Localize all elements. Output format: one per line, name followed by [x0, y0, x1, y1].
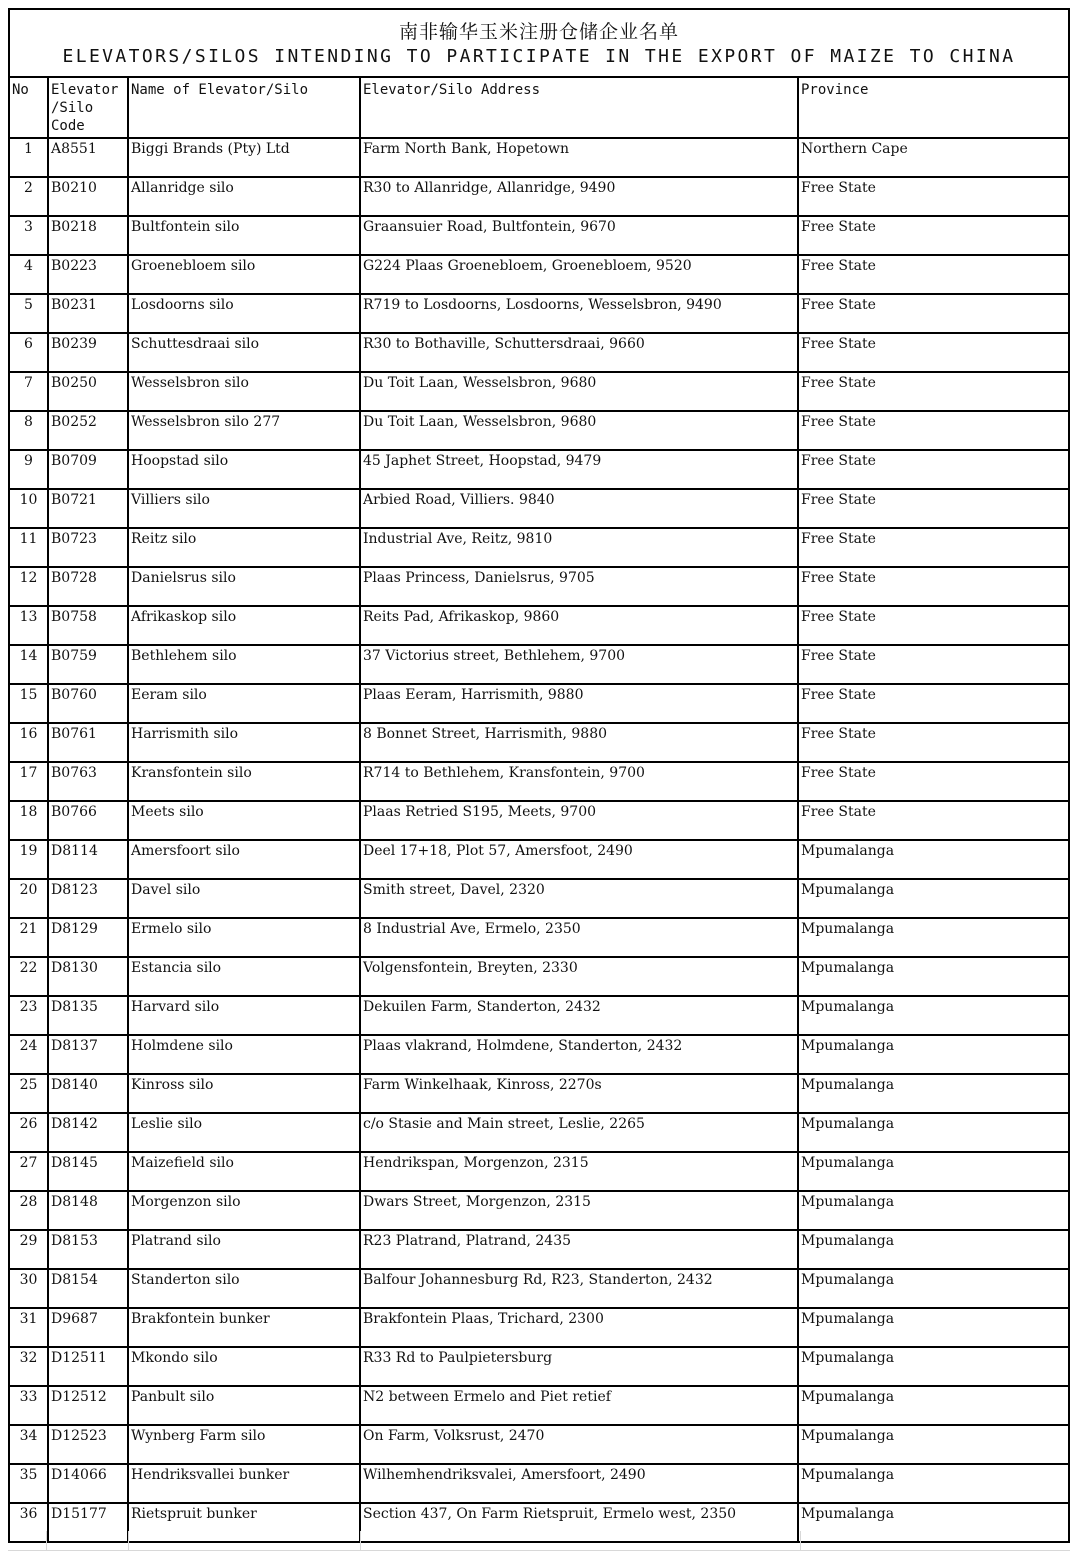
- cell-province: Free State: [798, 489, 1068, 528]
- table-row: [10, 1425, 1068, 1464]
- cell-address: R714 to Bethlehem, Kransfontein, 9700: [360, 762, 798, 801]
- cell-no: 24: [10, 1035, 48, 1074]
- header-code: Elevator /Silo Code: [48, 78, 128, 138]
- cell-code: D8135: [48, 996, 128, 1035]
- cell-code: B0758: [48, 606, 128, 645]
- header-address: Elevator/Silo Address: [360, 78, 798, 138]
- cell-address: Industrial Ave, Reitz, 9810: [360, 528, 798, 567]
- cell-no: 3: [10, 216, 48, 255]
- cell-province: Mpumalanga: [798, 1035, 1068, 1074]
- table-row: [10, 450, 1068, 489]
- cell-name: Wesselsbron silo 277: [128, 411, 360, 450]
- cell-name: Allanridge silo: [128, 177, 360, 216]
- table-row: [10, 255, 1068, 294]
- cell-name: Panbult silo: [128, 1386, 360, 1425]
- cell-name: Kransfontein silo: [128, 762, 360, 801]
- cell-code: B0239: [48, 333, 128, 372]
- cell-province: Mpumalanga: [798, 1503, 1068, 1542]
- table-row: [10, 762, 1068, 801]
- cell-no: 8: [10, 411, 48, 450]
- cell-name: Eeram silo: [128, 684, 360, 723]
- cell-name: Ermelo silo: [128, 918, 360, 957]
- cell-no: 21: [10, 918, 48, 957]
- spreadsheet-gridline: [8, 1531, 1070, 1551]
- cell-name: Platrand silo: [128, 1230, 360, 1269]
- cell-no: 17: [10, 762, 48, 801]
- cell-address: R30 to Bothaville, Schuttersdraai, 9660: [360, 333, 798, 372]
- cell-province: Free State: [798, 294, 1068, 333]
- table-row: [10, 1269, 1068, 1308]
- cell-address: Volgensfontein, Breyten, 2330: [360, 957, 798, 996]
- cell-province: Mpumalanga: [798, 1191, 1068, 1230]
- header-province: Province: [798, 78, 1068, 138]
- cell-name: Reitz silo: [128, 528, 360, 567]
- cell-no: 1: [10, 138, 48, 177]
- cell-code: D15177: [48, 1503, 128, 1542]
- table-row: [10, 879, 1068, 918]
- title-english: ELEVATORS/SILOS INTENDING TO PARTICIPATE IN THE EXPORT OF MAIZE TO CHINA: [62, 46, 1016, 67]
- cell-province: Mpumalanga: [798, 1308, 1068, 1347]
- cell-address: G224 Plaas Groenebloem, Groenebloem, 9520: [360, 255, 798, 294]
- cell-code: D8130: [48, 957, 128, 996]
- cell-no: 25: [10, 1074, 48, 1113]
- cell-code: D8137: [48, 1035, 128, 1074]
- table-row: [10, 1230, 1068, 1269]
- cell-address: Dekuilen Farm, Standerton, 2432: [360, 996, 798, 1035]
- cell-code: B0709: [48, 450, 128, 489]
- cell-address: Arbied Road, Villiers. 9840: [360, 489, 798, 528]
- cell-province: Mpumalanga: [798, 1269, 1068, 1308]
- cell-no: 35: [10, 1464, 48, 1503]
- cell-no: 36: [10, 1503, 48, 1542]
- cell-address: 8 Bonnet Street, Harrismith, 9880: [360, 723, 798, 762]
- cell-address: Du Toit Laan, Wesselsbron, 9680: [360, 411, 798, 450]
- cell-address: R719 to Losdoorns, Losdoorns, Wesselsbron, 9490: [360, 294, 798, 333]
- cell-address: Plaas Retried S195, Meets, 9700: [360, 801, 798, 840]
- cell-province: Free State: [798, 216, 1068, 255]
- cell-province: Northern Cape: [798, 138, 1068, 177]
- cell-name: Villiers silo: [128, 489, 360, 528]
- table-body: [10, 138, 1068, 1542]
- cell-code: D8114: [48, 840, 128, 879]
- cell-address: Plaas Princess, Danielsrus, 9705: [360, 567, 798, 606]
- cell-name: Schuttesdraai silo: [128, 333, 360, 372]
- cell-code: B0250: [48, 372, 128, 411]
- cell-address: Wilhemhendriksvalei, Amersfoort, 2490: [360, 1464, 798, 1503]
- cell-no: 5: [10, 294, 48, 333]
- cell-no: 23: [10, 996, 48, 1035]
- cell-code: B0210: [48, 177, 128, 216]
- cell-code: B0759: [48, 645, 128, 684]
- cell-province: Free State: [798, 801, 1068, 840]
- cell-address: Farm Winkelhaak, Kinross, 2270s: [360, 1074, 798, 1113]
- cell-name: Kinross silo: [128, 1074, 360, 1113]
- cell-province: Mpumalanga: [798, 996, 1068, 1035]
- table-row: [10, 138, 1068, 177]
- table-row: [10, 489, 1068, 528]
- cell-province: Mpumalanga: [798, 1152, 1068, 1191]
- cell-name: Wesselsbron silo: [128, 372, 360, 411]
- cell-address: Deel 17+18, Plot 57, Amersfoot, 2490: [360, 840, 798, 879]
- cell-name: Standerton silo: [128, 1269, 360, 1308]
- table-row: [10, 333, 1068, 372]
- cell-address: Hendrikspan, Morgenzon, 2315: [360, 1152, 798, 1191]
- cell-name: Harrismith silo: [128, 723, 360, 762]
- cell-province: Free State: [798, 684, 1068, 723]
- cell-name: Morgenzon silo: [128, 1191, 360, 1230]
- cell-code: D8129: [48, 918, 128, 957]
- cell-code: D8140: [48, 1074, 128, 1113]
- cell-code: D8148: [48, 1191, 128, 1230]
- cell-address: R23 Platrand, Platrand, 2435: [360, 1230, 798, 1269]
- cell-province: Free State: [798, 762, 1068, 801]
- cell-no: 29: [10, 1230, 48, 1269]
- cell-code: B0252: [48, 411, 128, 450]
- cell-name: Groenebloem silo: [128, 255, 360, 294]
- cell-name: Hendriksvallei bunker: [128, 1464, 360, 1503]
- table-row: [10, 801, 1068, 840]
- cell-address: R33 Rd to Paulpietersburg: [360, 1347, 798, 1386]
- cell-address: 37 Victorius street, Bethlehem, 9700: [360, 645, 798, 684]
- cell-code: D12523: [48, 1425, 128, 1464]
- cell-province: Mpumalanga: [798, 957, 1068, 996]
- cell-code: D14066: [48, 1464, 128, 1503]
- cell-province: Free State: [798, 255, 1068, 294]
- table-row: [10, 840, 1068, 879]
- cell-code: D8145: [48, 1152, 128, 1191]
- cell-province: Mpumalanga: [798, 1074, 1068, 1113]
- cell-province: Free State: [798, 645, 1068, 684]
- cell-code: B0223: [48, 255, 128, 294]
- cell-no: 13: [10, 606, 48, 645]
- cell-province: Mpumalanga: [798, 1464, 1068, 1503]
- cell-province: Free State: [798, 528, 1068, 567]
- cell-name: Losdoorns silo: [128, 294, 360, 333]
- title-block: [10, 8, 1068, 78]
- cell-no: 28: [10, 1191, 48, 1230]
- cell-address: Farm North Bank, Hopetown: [360, 138, 798, 177]
- cell-address: 8 Industrial Ave, Ermelo, 2350: [360, 918, 798, 957]
- cell-code: A8551: [48, 138, 128, 177]
- cell-code: B0723: [48, 528, 128, 567]
- cell-province: Mpumalanga: [798, 1425, 1068, 1464]
- cell-name: Bultfontein silo: [128, 216, 360, 255]
- cell-province: Free State: [798, 606, 1068, 645]
- cell-address: Graansuier Road, Bultfontein, 9670: [360, 216, 798, 255]
- cell-no: 16: [10, 723, 48, 762]
- cell-no: 33: [10, 1386, 48, 1425]
- table-row: [10, 606, 1068, 645]
- cell-no: 27: [10, 1152, 48, 1191]
- cell-province: Mpumalanga: [798, 1386, 1068, 1425]
- cell-name: Leslie silo: [128, 1113, 360, 1152]
- cell-name: Hoopstad silo: [128, 450, 360, 489]
- cell-province: Mpumalanga: [798, 1347, 1068, 1386]
- cell-code: B0231: [48, 294, 128, 333]
- cell-no: 12: [10, 567, 48, 606]
- cell-no: 18: [10, 801, 48, 840]
- cell-province: Mpumalanga: [798, 918, 1068, 957]
- table-row: [10, 918, 1068, 957]
- cell-name: Wynberg Farm silo: [128, 1425, 360, 1464]
- table-row: [10, 1074, 1068, 1113]
- header-row: [10, 78, 1068, 138]
- cell-name: Rietspruit bunker: [128, 1503, 360, 1542]
- cell-address: Reits Pad, Afrikaskop, 9860: [360, 606, 798, 645]
- cell-code: D9687: [48, 1308, 128, 1347]
- cell-province: Free State: [798, 411, 1068, 450]
- cell-name: Biggi Brands (Pty) Ltd: [128, 138, 360, 177]
- table-row: [10, 996, 1068, 1035]
- cell-province: Free State: [798, 333, 1068, 372]
- cell-code: B0763: [48, 762, 128, 801]
- cell-address: Dwars Street, Morgenzon, 2315: [360, 1191, 798, 1230]
- cell-code: D8123: [48, 879, 128, 918]
- cell-name: Bethlehem silo: [128, 645, 360, 684]
- cell-province: Free State: [798, 372, 1068, 411]
- cell-province: Free State: [798, 723, 1068, 762]
- cell-address: R30 to Allanridge, Allanridge, 9490: [360, 177, 798, 216]
- cell-name: Holmdene silo: [128, 1035, 360, 1074]
- title-chinese: 南非输华玉米注册仓储企业名单: [398, 21, 679, 43]
- table-row: [10, 957, 1068, 996]
- cell-no: 34: [10, 1425, 48, 1464]
- table-row: [10, 567, 1068, 606]
- cell-province: Free State: [798, 567, 1068, 606]
- cell-name: Meets silo: [128, 801, 360, 840]
- cell-code: D12511: [48, 1347, 128, 1386]
- cell-code: B0721: [48, 489, 128, 528]
- cell-address: Du Toit Laan, Wesselsbron, 9680: [360, 372, 798, 411]
- cell-address: c/o Stasie and Main street, Leslie, 2265: [360, 1113, 798, 1152]
- cell-province: Mpumalanga: [798, 879, 1068, 918]
- cell-code: D8142: [48, 1113, 128, 1152]
- cell-province: Mpumalanga: [798, 1113, 1068, 1152]
- cell-address: On Farm, Volksrust, 2470: [360, 1425, 798, 1464]
- cell-name: Afrikaskop silo: [128, 606, 360, 645]
- cell-no: 10: [10, 489, 48, 528]
- cell-address: N2 between Ermelo and Piet retief: [360, 1386, 798, 1425]
- cell-no: 32: [10, 1347, 48, 1386]
- table-row: [10, 645, 1068, 684]
- table-row: [10, 1191, 1068, 1230]
- table-row: [10, 1035, 1068, 1074]
- table-row: [10, 1308, 1068, 1347]
- cell-address: Smith street, Davel, 2320: [360, 879, 798, 918]
- cell-name: Mkondo silo: [128, 1347, 360, 1386]
- cell-no: 7: [10, 372, 48, 411]
- cell-province: Free State: [798, 177, 1068, 216]
- cell-province: Free State: [798, 450, 1068, 489]
- cell-address: Brakfontein Plaas, Trichard, 2300: [360, 1308, 798, 1347]
- cell-address: Plaas vlakrand, Holmdene, Standerton, 2432: [360, 1035, 798, 1074]
- cell-address: Balfour Johannesburg Rd, R23, Standerton, 2432: [360, 1269, 798, 1308]
- table-row: [10, 684, 1068, 723]
- table-row: [10, 1386, 1068, 1425]
- cell-code: B0761: [48, 723, 128, 762]
- header-no: No: [10, 78, 48, 138]
- cell-no: 26: [10, 1113, 48, 1152]
- cell-no: 30: [10, 1269, 48, 1308]
- silo-register-sheet: [8, 8, 1070, 1543]
- cell-address: Plaas Eeram, Harrismith, 9880: [360, 684, 798, 723]
- cell-address: 45 Japhet Street, Hoopstad, 9479: [360, 450, 798, 489]
- cell-code: B0766: [48, 801, 128, 840]
- table-row: [10, 294, 1068, 333]
- cell-code: D8154: [48, 1269, 128, 1308]
- table-row: [10, 1113, 1068, 1152]
- header-name: Name of Elevator/Silo: [128, 78, 360, 138]
- cell-province: Mpumalanga: [798, 840, 1068, 879]
- table-row: [10, 216, 1068, 255]
- cell-name: Brakfontein bunker: [128, 1308, 360, 1347]
- cell-no: 6: [10, 333, 48, 372]
- table-row: [10, 177, 1068, 216]
- cell-name: Amersfoort silo: [128, 840, 360, 879]
- silo-table: [10, 78, 1068, 1543]
- cell-no: 22: [10, 957, 48, 996]
- cell-name: Danielsrus silo: [128, 567, 360, 606]
- cell-no: 14: [10, 645, 48, 684]
- table-row: [10, 411, 1068, 450]
- cell-code: B0760: [48, 684, 128, 723]
- cell-province: Mpumalanga: [798, 1230, 1068, 1269]
- table-row: [10, 1464, 1068, 1503]
- cell-no: 15: [10, 684, 48, 723]
- cell-no: 11: [10, 528, 48, 567]
- cell-no: 9: [10, 450, 48, 489]
- cell-name: Davel silo: [128, 879, 360, 918]
- table-row: [10, 723, 1068, 762]
- cell-code: D12512: [48, 1386, 128, 1425]
- table-row: [10, 1152, 1068, 1191]
- cell-name: Harvard silo: [128, 996, 360, 1035]
- table-row: [10, 528, 1068, 567]
- table-row: [10, 372, 1068, 411]
- cell-address: Section 437, On Farm Rietspruit, Ermelo west, 2350: [360, 1503, 798, 1542]
- cell-no: 4: [10, 255, 48, 294]
- cell-no: 20: [10, 879, 48, 918]
- table-row: [10, 1347, 1068, 1386]
- cell-no: 2: [10, 177, 48, 216]
- cell-code: D8153: [48, 1230, 128, 1269]
- cell-code: B0728: [48, 567, 128, 606]
- cell-no: 19: [10, 840, 48, 879]
- cell-name: Estancia silo: [128, 957, 360, 996]
- cell-name: Maizefield silo: [128, 1152, 360, 1191]
- cell-no: 31: [10, 1308, 48, 1347]
- cell-code: B0218: [48, 216, 128, 255]
